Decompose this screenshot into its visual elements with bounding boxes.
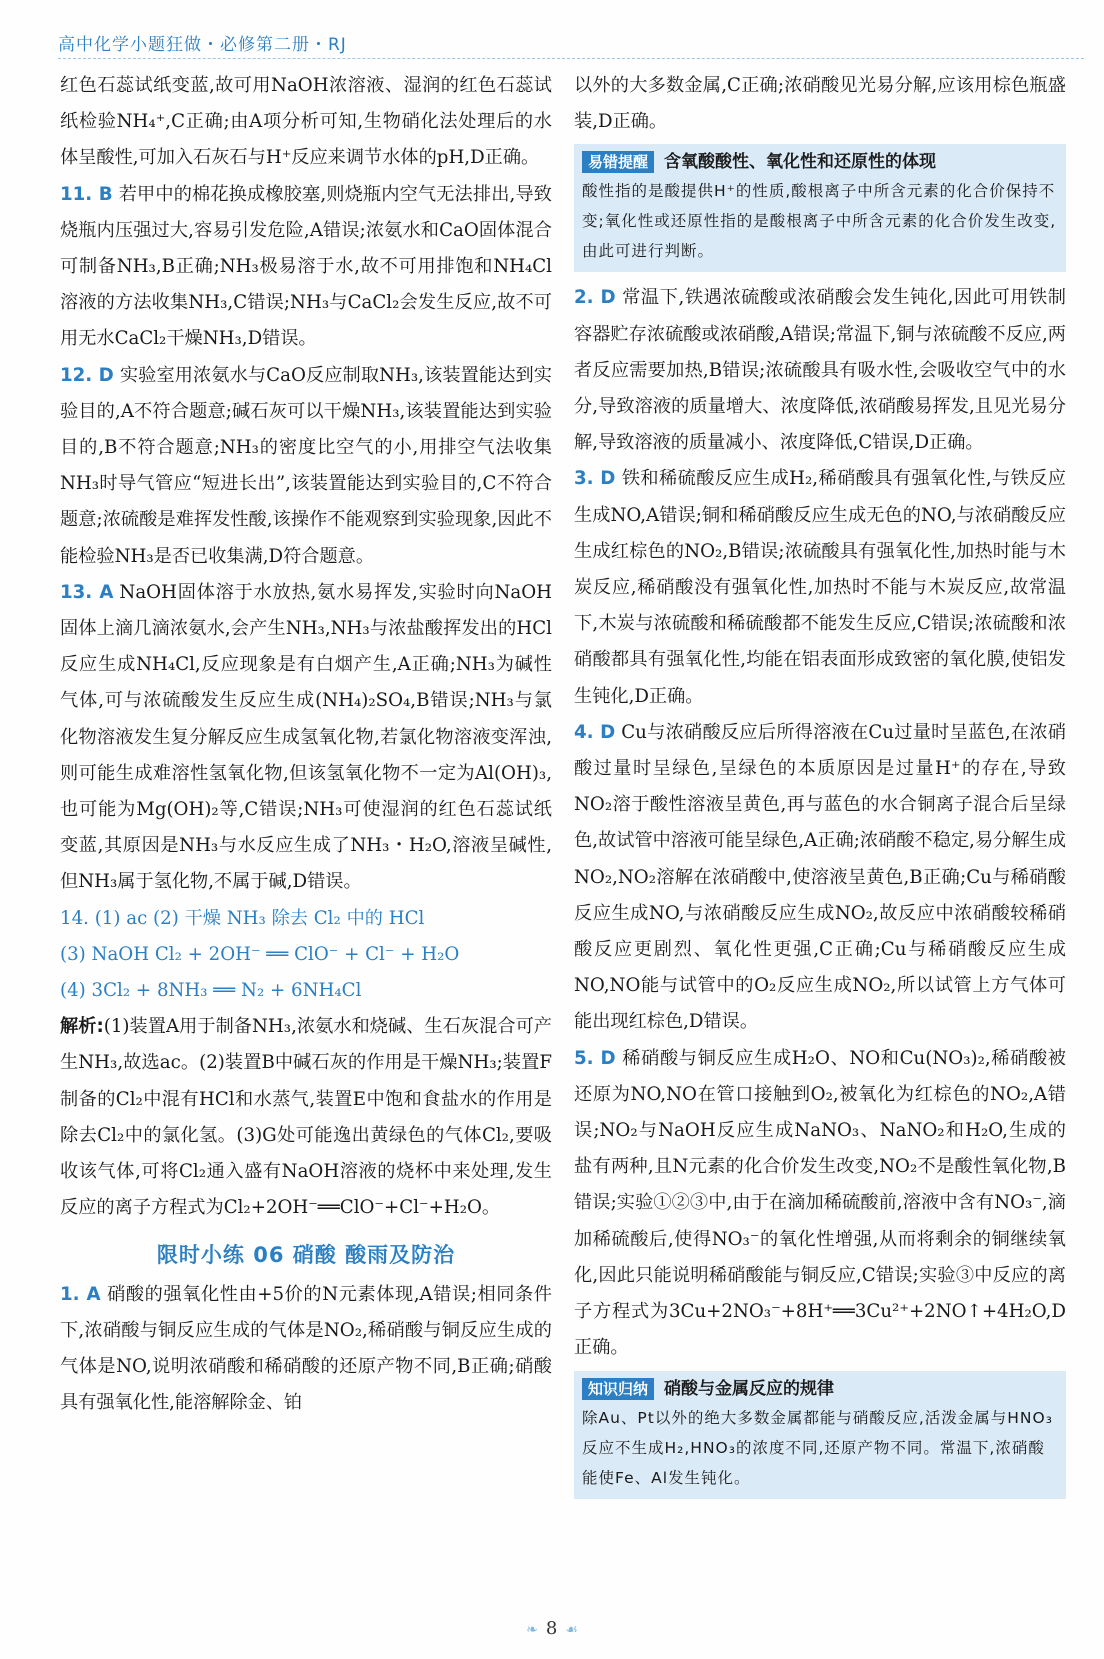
answer-number: 13. A: [60, 581, 114, 603]
tip-title: 含氧酸酸性、氧化性和还原性的体现: [664, 152, 937, 173]
tip-header: [582, 1375, 1058, 1403]
error-tip-box: [574, 144, 1066, 272]
answer-text: 常温下,铁遇浓硫酸或浓硝酸会发生钝化,因此可用铁制容器贮存浓硫酸或浓硝酸,A错误;常温下,铜与浓硫酸不反应,两者反应需要加热,B错误;浓硫酸具有吸水性,会吸收空气中的水分,导致溶液的质量增大、浓度降低,浓硝酸易挥发,且见光易分解,导致溶液的质量减小、浓度降低,C错误,D正确。: [574, 287, 1066, 454]
answer-s1: [60, 1277, 552, 1422]
answer-text: Cu与浓硝酸反应后所得溶液在Cu过量时呈蓝色,在浓硝酸过量时呈绿色,呈绿色的本质原因是过量H⁺的存在,导致NO₂溶于酸性溶液呈黄色,再与蓝色的水合铜离子混合后呈绿色,故试管中溶液可能呈绿色,A正确;浓硝酸不稳定,易分解生成NO₂,NO₂溶解在浓硝酸中,使溶液呈黄色,B正确;Cu与稀硝酸反应生成NO,与浓硝酸反应生成NO₂,故反应中浓硝酸较稀硝酸反应更剧烈、氧化性更强,C正确;Cu与稀硝酸反应生成NO,NO能与试管中的O₂反应生成NO₂,所以试管上方气体可能出现红棕色,D错误。: [574, 721, 1066, 1033]
answer-14-line3: (4) 3Cl₂ + 8NH₃ ══ N₂ + 6NH₄Cl: [60, 980, 362, 1002]
tip-body: 除Au、Pt以外的绝大多数金属都能与硝酸反应,活泼金属与HNO₃反应不生成H₂,HNO₃的浓度不同,还原产物不同。常温下,浓硝酸能使Fe、Al发生钝化。: [582, 1408, 1053, 1487]
answer-number: 11. B: [60, 183, 113, 205]
answer-s3: [574, 461, 1066, 714]
answer-text: 硝酸的强氧化性由+5价的N元素体现,A错误;相同条件下,浓硝酸与铜反应生成的气体是NO₂,稀硝酸与铜反应生成的气体是NO,说明浓硝酸和稀硝酸的还原产物不同,B正确;硝酸具有强氧化性,能溶解除金、铂: [60, 1283, 552, 1414]
right-column: [574, 68, 1066, 1507]
tip-title: 硝酸与金属反应的规律: [664, 1378, 835, 1399]
footer-ornament-icon: ☙: [565, 1622, 578, 1638]
analysis-label: 解析:: [60, 1016, 104, 1038]
header-divider: [58, 58, 1084, 59]
answer-text: 铁和稀硫酸反应生成H₂,稀硝酸具有强氧化性,与铁反应生成NO,A错误;铜和稀硝酸反应生成无色的NO,与浓硝酸反应生成红棕色的NO₂,B错误;浓硫酸具有强氧化性,加热时能与木炭反应,稀硝酸没有强氧化性,加热时不能与木炭反应,故常温下,木炭与浓硫酸和稀硫酸都不能发生反应,C错误;浓硫酸和浓硝酸都具有强氧化性,均能在铝表面形成致密的氧化膜,使铝发生钝化,D正确。: [574, 468, 1066, 707]
answer-number: 1. A: [60, 1283, 101, 1305]
page-footer: [0, 1618, 1104, 1639]
tip-body: 酸性指的是酸提供H⁺的性质,酸根离子中所含元素的化合价保持不变;氧化性或还原性指的是酸根离子中所含元素的化合价发生改变,由此可进行判断。: [582, 182, 1057, 261]
left-column: [60, 68, 552, 1422]
continuation-text: 以外的大多数金属,C正确;浓硝酸见光易分解,应该用棕色瓶盛装,D正确。: [574, 75, 1066, 133]
tip-tag: 知识归纳: [582, 1378, 654, 1400]
answer-text: 若甲中的棉花换成橡胶塞,则烧瓶内空气无法排出,导致烧瓶内压强过大,容易引发危险,A错误;浓氨水和CaO固体混合可制备NH₃,B正确;NH₃极易溶于水,故不可用排饱和NH₄Cl溶液的方法收集NH₃,C错误;NH₃与CaCl₂会发生反应,故不可用无水CaCl₂干燥NH₃,D错误。: [60, 183, 552, 350]
continuation-text: 红色石蕊试纸变蓝,故可用NaOH浓溶液、湿润的红色石蕊试纸检验NH₄⁺,C正确;由A项分析可知,生物硝化法处理后的水体呈酸性,可加入石灰石与H⁺反应来调节水体的pH,D正确。: [60, 75, 552, 169]
tip-header: [582, 148, 1058, 176]
answer-s4: [574, 715, 1066, 1041]
analysis-text: (1)装置A用于制备NH₃,浓氨水和烧碱、生石灰混合可产生NH₃,故选ac。(2)装置B中碱石灰的作用是干燥NH₃;装置F制备的Cl₂中混有HCl和水蒸气,装置E中饱和食盐水的作用是除去Cl₂中的氯化氢。(3)G处可能逸出黄绿色的气体Cl₂,要吸收该气体,可将Cl₂通入盛有NaOH溶液的烧杯中来处理,发生反应的离子方程式为Cl₂+2OH⁻══ClO⁻+Cl⁻+H₂O。: [60, 1016, 552, 1219]
answer-text: 稀硝酸与铜反应生成H₂O、NO和Cu(NO₃)₂,稀硝酸被还原为NO,NO在管口接触到O₂,被氧化为红棕色的NO₂,A错误;NO₂与NaOH反应生成NaNO₃、NaNO₂和H₂O,生成的盐有两种,且N元素的化合价发生改变,NO₂不是酸性氧化物,B错误;实验①②③中,由于在滴加稀硫酸前,溶液中含有NO₃⁻,滴加稀硫酸后,使得NO₃⁻的氧化性增强,从而将剩余的铜继续氧化,因此只能说明稀硝酸能与铜反应,C错误;实验③中反应的离子方程式为3Cu+2NO₃⁻+8H⁺══3Cu²⁺+2NO↑+4H₂O,D正确。: [574, 1047, 1066, 1359]
knowledge-summary-box: [574, 1371, 1066, 1499]
answer-number: 4. D: [574, 721, 616, 743]
answer-12: [60, 358, 552, 575]
answer-number: 2. D: [574, 287, 616, 309]
answer-11: [60, 177, 552, 358]
answer-s5: [574, 1041, 1066, 1367]
footer-ornament-icon: ❧: [526, 1622, 538, 1638]
answer-14-line2: (3) NaOH Cl₂ + 2OH⁻ ══ ClO⁻ + Cl⁻ + H₂O: [60, 943, 460, 965]
answer-number: 3. D: [574, 468, 616, 490]
answer-13: [60, 575, 552, 901]
answer-s2: [574, 280, 1066, 461]
answer-14-analysis: [60, 1009, 552, 1226]
answer-number: 12. D: [60, 364, 114, 386]
page-number: 8: [545, 1618, 558, 1639]
answer-text: 实验室用浓氨水与CaO反应制取NH₃,该装置能达到实验目的,A不符合题意;碱石灰可以干燥NH₃,该装置能达到实验目的,B不符合题意;NH₃的密度比空气的小,用排空气法收集NH₃时导气管应“短进长出”,该装置能达到实验目的,C不符合题意;浓硫酸是难挥发性酸,该操作不能观察到实验现象,因此不能检验NH₃是否已收集满,D符合题意。: [60, 364, 552, 567]
answer-number: 5. D: [574, 1047, 616, 1069]
answer-14-line1: 14. (1) ac (2) 干燥 NH₃ 除去 Cl₂ 中的 HCl: [60, 907, 425, 929]
tip-tag: 易错提醒: [582, 151, 654, 173]
section-title: 限时小练 06 硝酸 酸雨及防治: [156, 1242, 456, 1267]
book-header: 高中化学小题狂做・必修第二册・RJ: [58, 35, 347, 55]
answer-text: NaOH固体溶于水放热,氨水易挥发,实验时向NaOH固体上滴几滴浓氨水,会产生NH₃,NH₃与浓盐酸挥发出的HCl反应生成NH₄Cl,反应现象是有白烟产生,A正确;NH₃为碱性气体,可与浓硫酸发生反应生成(NH₄)₂SO₄,B错误;NH₃与氯化物溶液发生复分解反应生成氢氧化物,若氯化物溶液变浑浊,则可能生成难溶性氢氧化物,但该氢氧化物不一定为Al(OH)₃,也可能为Mg(OH)₂等,C错误;NH₃可使湿润的红色石蕊试纸变蓝,其原因是NH₃与水反应生成了NH₃・H₂O,溶液呈碱性,但NH₃属于氢化物,不属于碱,D错误。: [60, 581, 552, 893]
